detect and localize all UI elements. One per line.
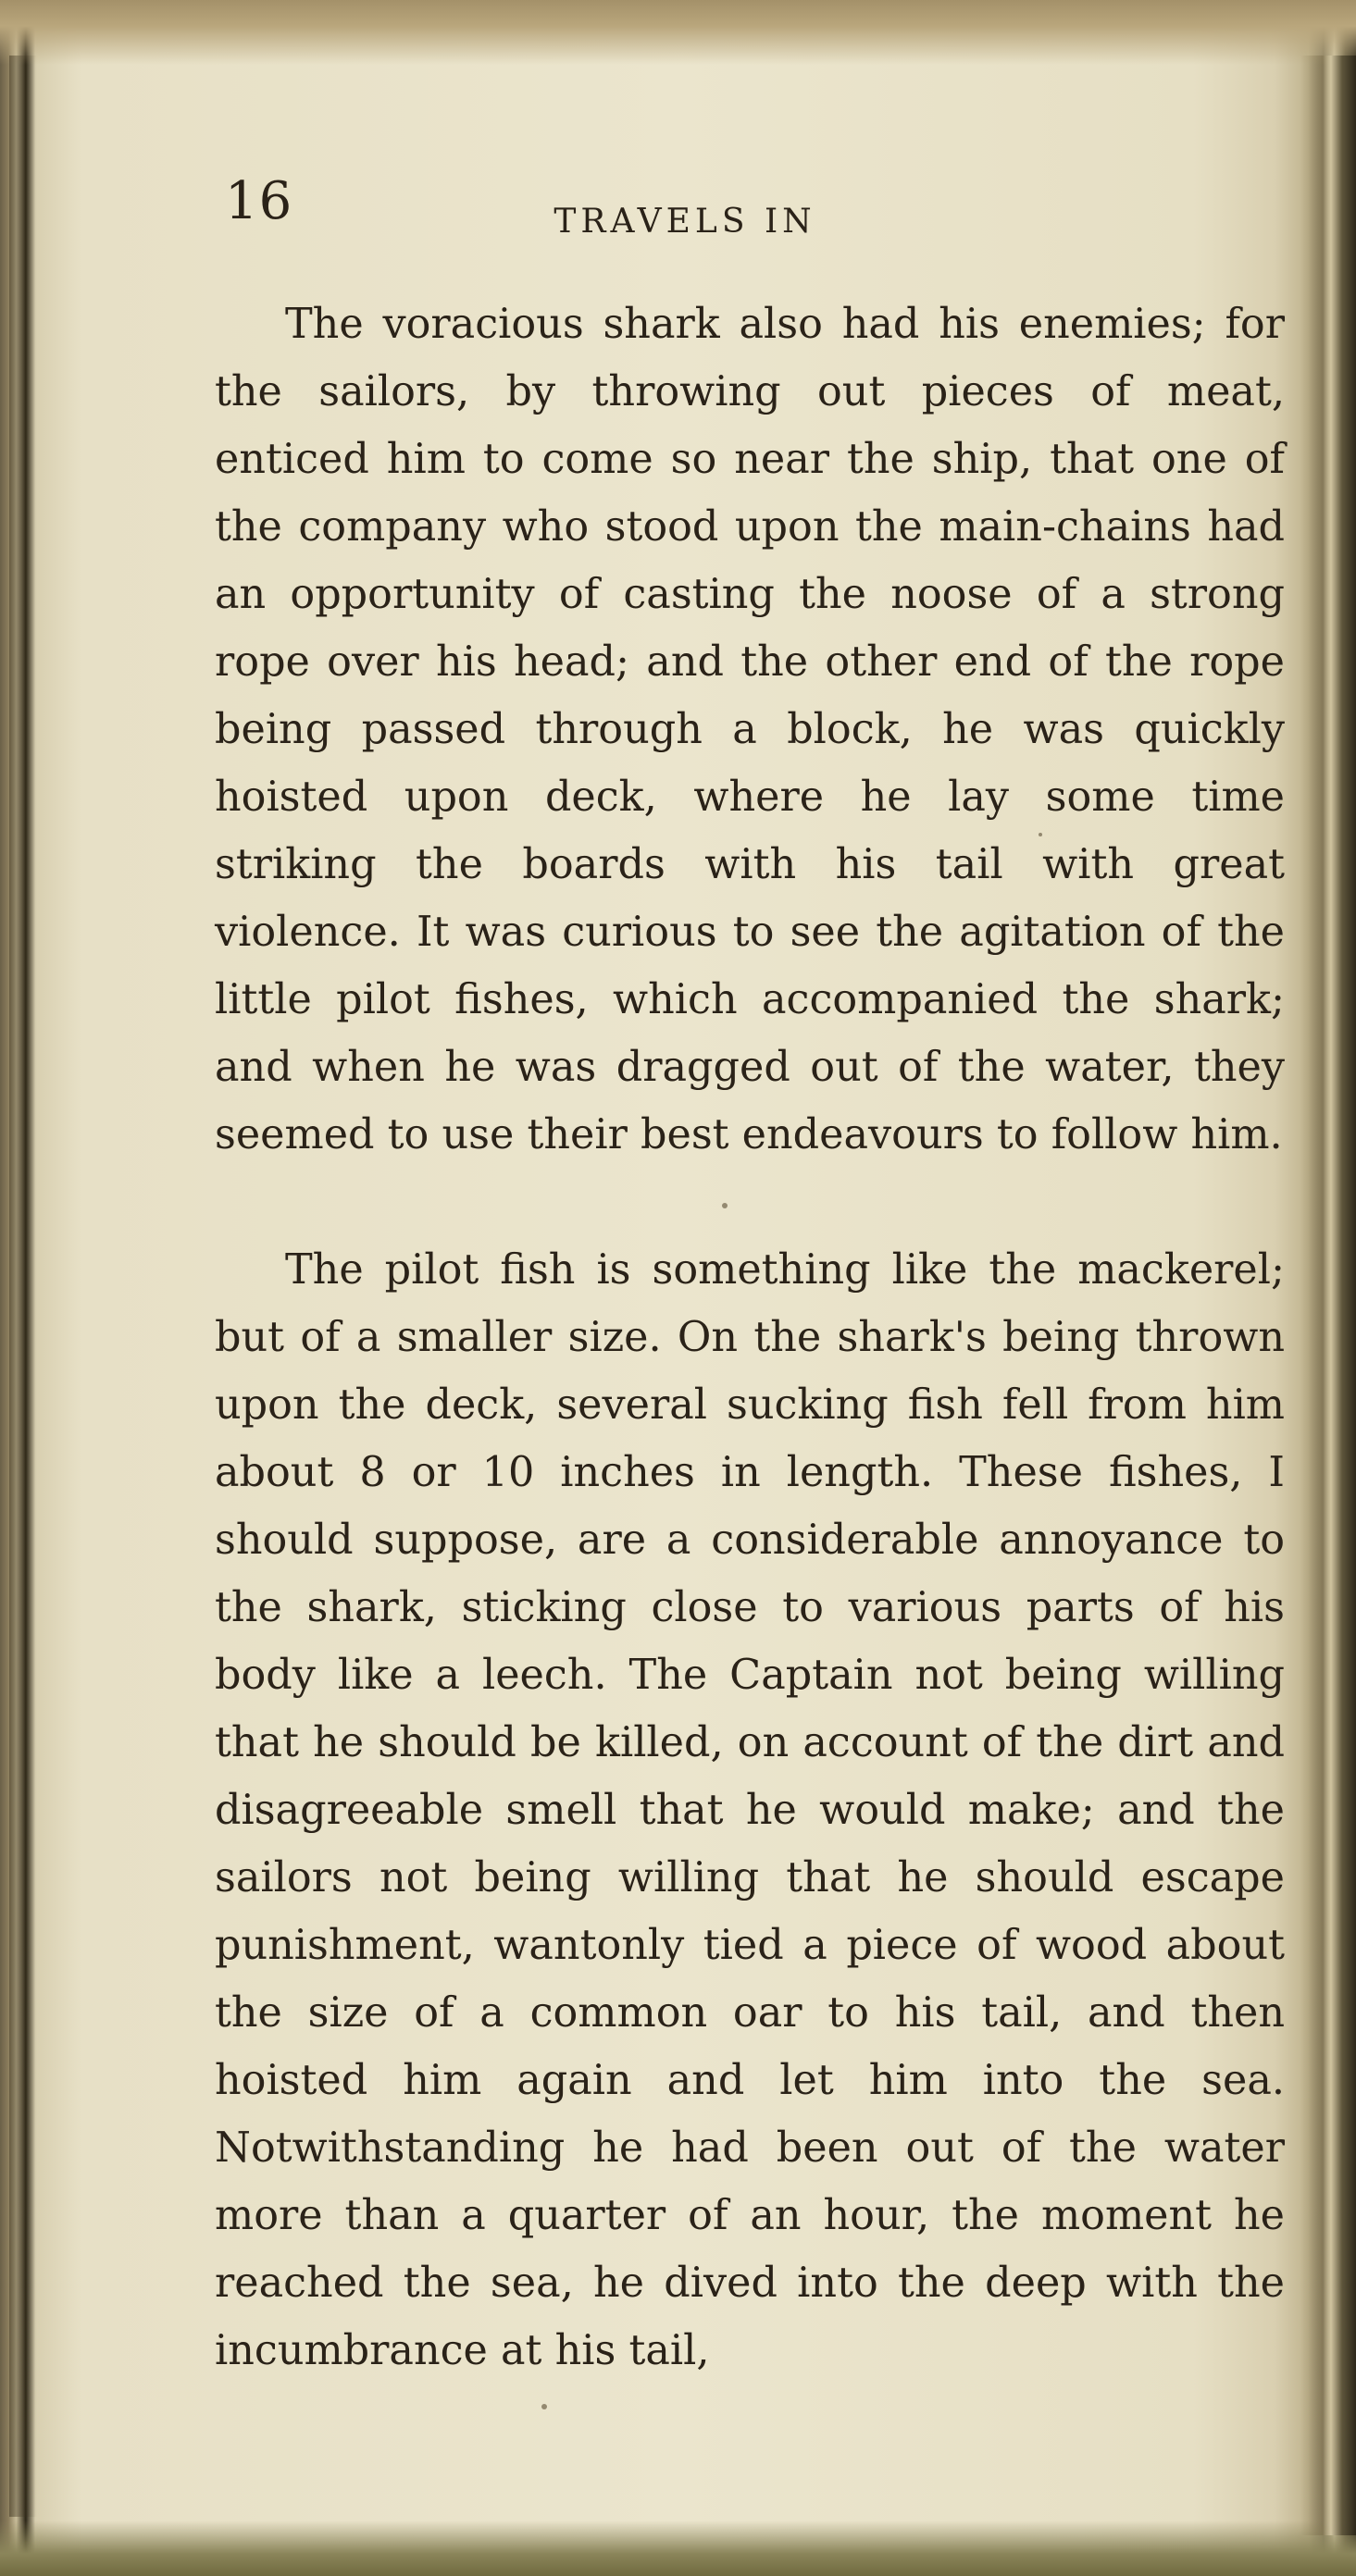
paragraph-2: The pilot fish is something like the mackerel; but of a smaller size. On the shark's being thrown upon the deck, several sucking fish fell from him about 8 or 10 inches in length. These fishes, I should suppose, are a considerable annoyance to the shark, sticking close to various parts of his body like a leech. The Captain not being willing that he should be killed, on account of the dirt and disagreeable smell that he would make; and the sailors not being willing that he should escape punishment, wantonly tied a piece of wood about the size of a common oar to his tail, and then hoisted him again and let him into the sea. Notwithstanding he had been out of the water more than a quarter of an hour, the moment he reached the sea, he dived into the deep with the incumbrance at his tail, <box>215 1246 1285 2374</box>
page-number: 16 <box>225 171 293 231</box>
paper-speck <box>722 1203 728 1208</box>
body-text <box>215 291 1285 2384</box>
paper-speck <box>541 2404 547 2409</box>
running-head: TRAVELS IN <box>554 203 816 241</box>
paragraph-1: The voracious shark also had his enemies; for the sailors, by throwing out pieces of meat, enticed him to come so near the ship, that one of the company who stood upon the main-chains had an opportunity of casting the noose of a strong rope over his head; and the other end of the rope being passed through a block, he was quickly hoisted upon deck, where he lay some time striking the boards with his tail with great violence. It was curious to see the agitation of the little pilot fishes, which accompanied the shark; and when he was dragged out of the water, they seemed to use their best endeavours to follow him. <box>215 301 1285 1158</box>
paper-speck <box>1039 833 1042 836</box>
